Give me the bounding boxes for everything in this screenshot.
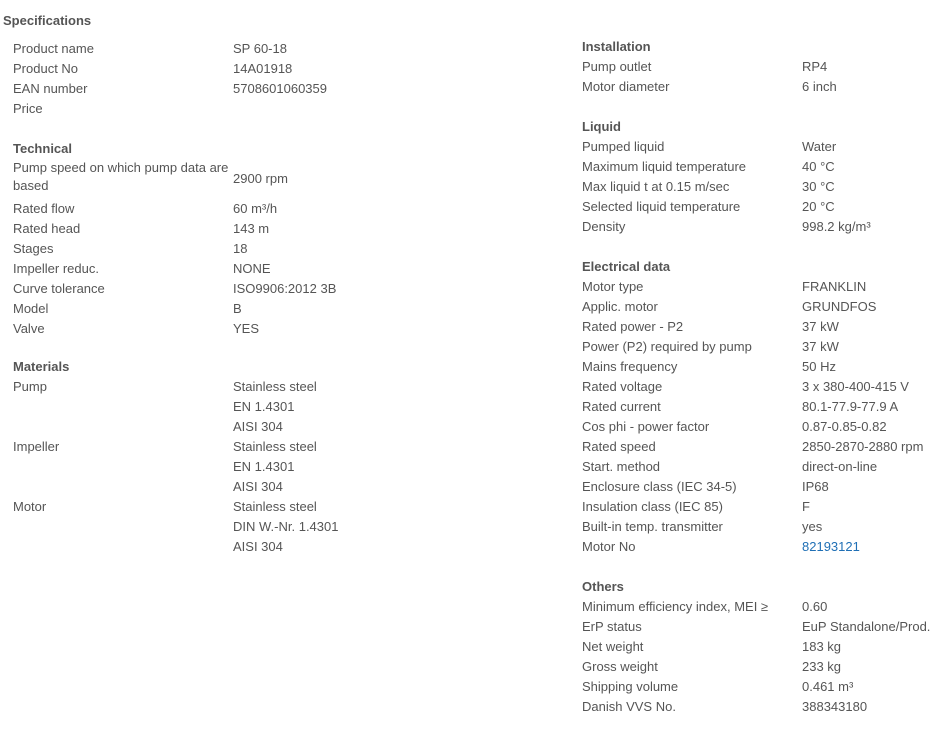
spec-label: EAN number [13,81,88,96]
section-others [582,577,931,717]
spec-value [233,437,317,497]
spec-label: Shipping volume [582,679,679,694]
spec-row-motor-type [582,277,867,297]
spec-row-rated-power [582,317,839,337]
spec-value: 30 °C [802,179,835,194]
section-electrical [582,257,924,557]
spec-value-line: EN 1.4301 [233,399,295,414]
spec-label: Pump [13,379,47,394]
section-title-technical: Technical [13,141,73,156]
spec-value: 233 kg [802,659,842,674]
spec-label: Curve tolerance [13,281,105,296]
section-technical [13,139,337,339]
spec-label: Motor [13,499,47,514]
spec-label: Net weight [582,639,644,654]
spec-value: GRUNDFOS [802,299,877,314]
spec-value: 3 x 380-400-415 V [802,379,909,394]
spec-value: 388343180 [802,699,868,714]
spec-value: 6 inch [802,79,837,94]
spec-value-line: AISI 304 [233,479,283,494]
spec-value-line: DIN W.-Nr. 1.4301 [233,519,339,534]
spec-label: Product No [13,61,79,76]
spec-label: Maximum liquid temperature [582,159,747,174]
spec-label: Max liquid t at 0.15 m/sec [582,179,730,194]
spec-label: Danish VVS No. [582,699,676,714]
spec-value: 80.1-77.9-77.9 A [802,399,899,414]
spec-row-rated-speed [582,437,924,457]
spec-value-line: Stainless steel [233,499,317,514]
spec-label: Pump speed on which pump data are based [13,160,229,193]
spec-row-curve-tolerance [13,279,337,299]
spec-row-cos-phi [582,417,887,437]
spec-value-line: Stainless steel [233,379,317,394]
spec-value: 60 m³/h [233,201,278,216]
section-liquid [582,117,871,237]
spec-label: Applic. motor [582,299,658,314]
spec-row-mains-frequency [582,357,836,377]
spec-row-erp-status [582,617,931,637]
spec-value: 0.60 [802,599,828,614]
spec-value: 143 m [233,221,270,236]
spec-row-motor-diameter [582,77,837,97]
spec-value: F [802,499,810,514]
spec-row-material-impeller [13,437,317,497]
section-materials [13,357,339,557]
spec-label: Impeller reduc. [13,261,99,276]
spec-label: Pump outlet [582,59,652,74]
spec-row-impeller-reduc [13,259,271,279]
spec-value: 37 kW [802,319,839,334]
spec-row-temp-transmitter [582,517,823,537]
spec-value: 5708601060359 [233,81,327,96]
spec-value: 20 °C [802,199,835,214]
motor-no-link[interactable]: 82193121 [802,539,860,554]
spec-label: Valve [13,321,45,336]
spec-label: Insulation class (IEC 85) [582,499,723,514]
spec-value: 0.461 m³ [802,679,854,694]
spec-label: Density [582,219,626,234]
spec-row-selected-liquid-temp [582,197,835,217]
spec-value: EuP Standalone/Prod. [802,619,931,634]
spec-value: 2850-2870-2880 rpm [802,439,924,454]
spec-value: 2900 rpm [233,171,288,186]
spec-value: 37 kW [802,339,839,354]
spec-row-material-pump [13,377,317,437]
spec-value: B [233,301,242,316]
spec-value-line: AISI 304 [233,419,283,434]
section-title-others: Others [582,579,624,594]
spec-row-motor-no [582,537,860,557]
spec-label: Gross weight [582,659,658,674]
spec-row-shipping-volume [582,677,854,697]
spec-value: 40 °C [802,159,835,174]
spec-row-model [13,299,242,319]
section-title-installation: Installation [582,39,651,54]
section-title-liquid: Liquid [582,119,621,134]
spec-value: direct-on-line [802,459,878,474]
spec-label: ErP status [582,619,642,634]
spec-label: Motor No [582,539,636,554]
spec-value: ISO9906:2012 3B [233,281,337,296]
spec-value: NONE [233,261,271,276]
spec-label: Power (P2) required by pump [582,339,752,354]
spec-label: Rated head [13,221,81,236]
spec-row-start-method [582,457,878,477]
spec-value: 183 kg [802,639,842,654]
spec-label: Impeller [13,439,60,454]
spec-label: Start. method [582,459,661,474]
spec-row-rated-voltage [582,377,909,397]
spec-label: Price [13,101,43,116]
spec-value: 14A01918 [233,61,293,76]
spec-row-pumped-liquid [582,137,837,157]
spec-label: Built-in temp. transmitter [582,519,723,534]
spec-value: IP68 [802,479,829,494]
page-title: Specifications [3,13,92,28]
spec-value: RP4 [802,59,828,74]
spec-row-valve [13,319,260,339]
spec-row-pump-speed [13,159,288,199]
spec-value [233,497,338,557]
spec-row-rated-current [582,397,899,417]
spec-label: Motor type [582,279,644,294]
spec-row-max-liquid-t [582,177,835,197]
spec-value-line: AISI 304 [233,539,283,554]
spec-value: 998.2 kg/m³ [802,219,871,234]
spec-label: Model [13,301,49,316]
section-title-electrical: Electrical data [582,259,671,274]
spec-label: Mains frequency [582,359,678,374]
spec-row-gross-weight [582,657,842,677]
spec-label: Cos phi - power factor [582,419,710,434]
spec-value: SP 60-18 [233,41,287,56]
spec-label: Stages [13,241,54,256]
spec-value: Water [802,139,837,154]
spec-label: Pumped liquid [582,139,665,154]
spec-row-danish-vvs [582,697,868,717]
section-title-materials: Materials [13,359,70,374]
spec-row-mei [582,597,828,617]
spec-row-pump-outlet [582,57,828,77]
spec-label: Selected liquid temperature [582,199,741,214]
spec-value: 18 [233,241,248,256]
spec-value: 0.87-0.85-0.82 [802,419,887,434]
spec-label: Rated voltage [582,379,663,394]
spec-label: Rated current [582,399,661,414]
spec-row-stages [13,239,248,259]
spec-value-line: EN 1.4301 [233,459,295,474]
spec-row-density [582,217,871,237]
spec-row-rated-head [13,219,270,239]
spec-label: Rated speed [582,439,656,454]
spec-row-applic-motor [582,297,877,317]
spec-label: Enclosure class (IEC 34-5) [582,479,737,494]
spec-label: Product name [13,41,94,56]
spec-row-insulation-class [582,497,810,517]
spec-row-max-liquid-temp [582,157,835,177]
spec-label: Rated flow [13,201,75,216]
spec-value: YES [233,321,260,336]
spec-value: 50 Hz [802,359,836,374]
spec-value: yes [802,519,823,534]
spec-value [233,377,317,437]
spec-value-line: Stainless steel [233,439,317,454]
section-installation [582,37,837,97]
spec-row-net-weight [582,637,842,657]
spec-label: Motor diameter [582,79,670,94]
spec-row-material-motor [13,497,339,557]
spec-label: Rated power - P2 [582,319,684,334]
spec-row-enclosure-class [582,477,829,497]
spec-row-power-required [582,337,839,357]
spec-row-rated-flow [13,199,278,219]
spec-value: FRANKLIN [802,279,867,294]
spec-label: Minimum efficiency index, MEI ≥ [582,599,769,614]
